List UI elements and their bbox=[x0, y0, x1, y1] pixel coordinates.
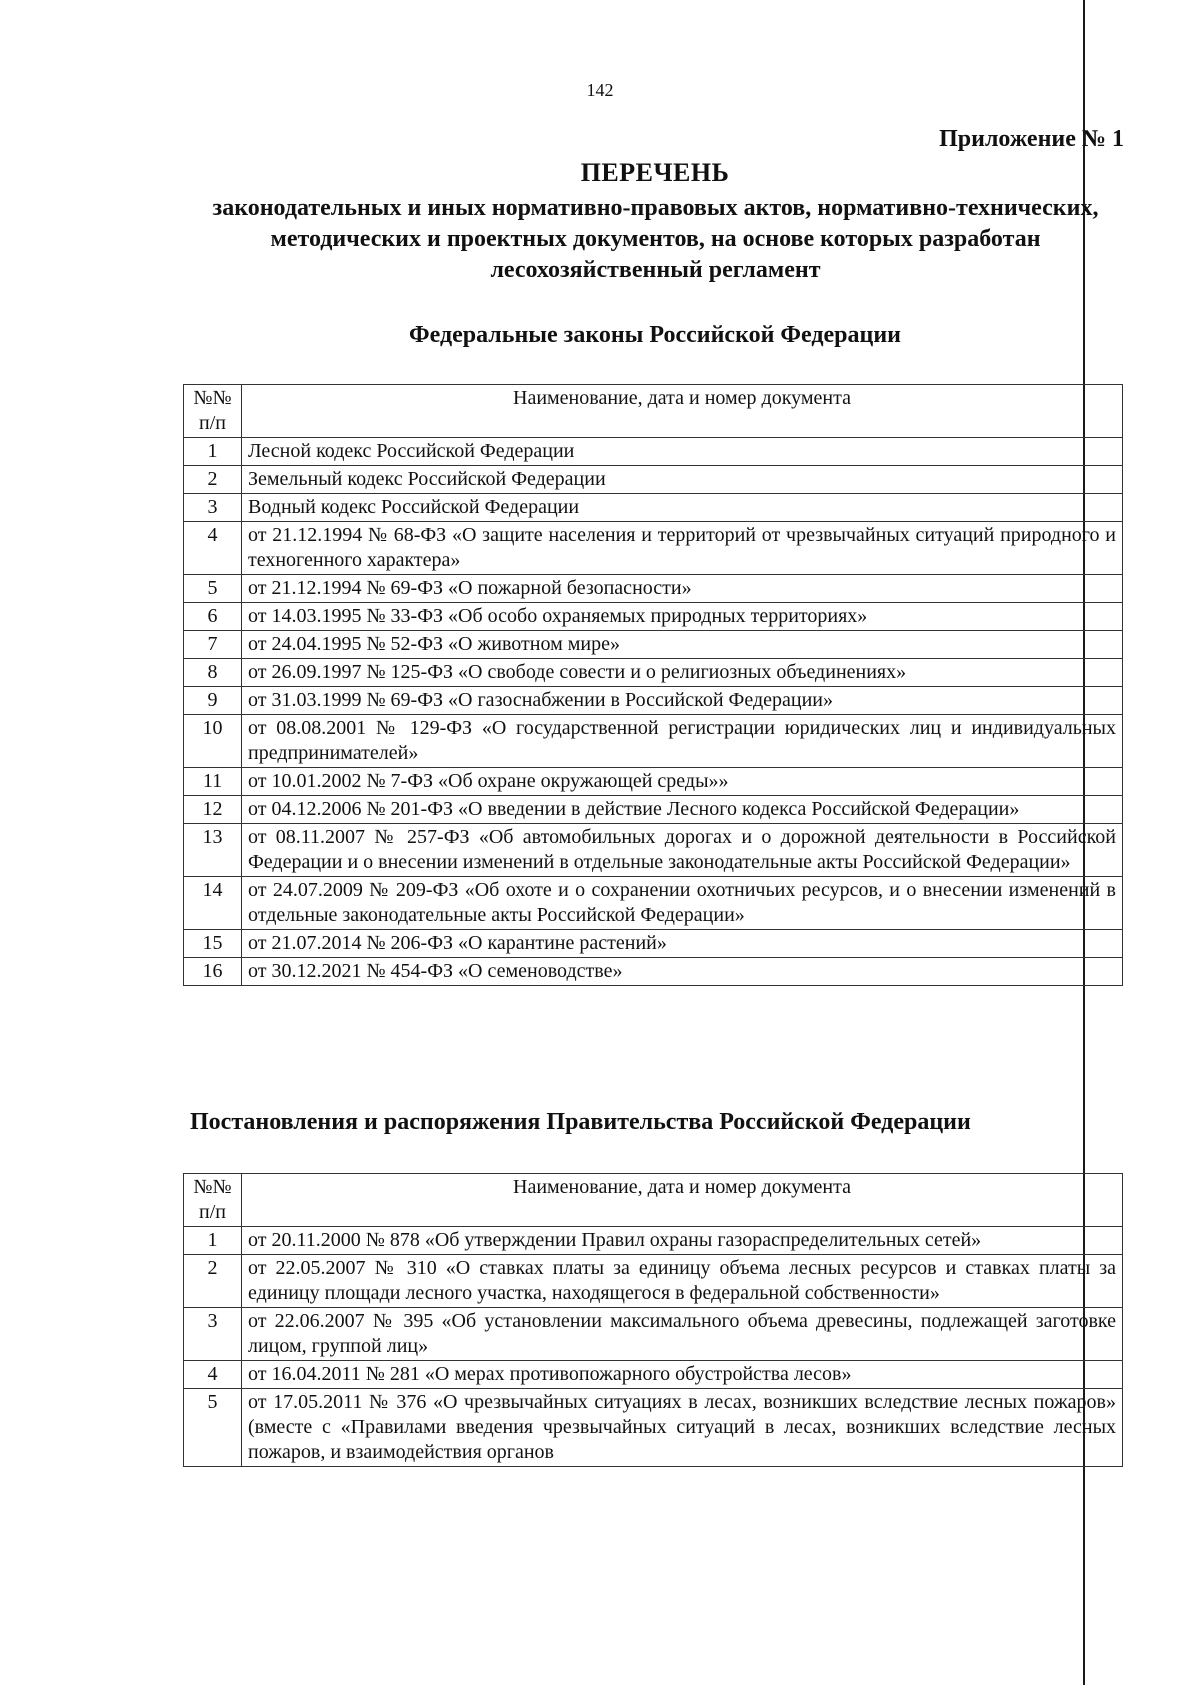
row-number: 5 bbox=[184, 575, 242, 603]
row-number: 2 bbox=[184, 466, 242, 494]
row-number: 1 bbox=[184, 438, 242, 466]
document-name: от 08.11.2007 № 257-ФЗ «Об автомобильных дорогах и о дорожной деятельности в Российской Федерации и о внесении изменений в отдельные законодательные акты Российской Федерации» bbox=[242, 824, 1123, 877]
row-number: 16 bbox=[184, 958, 242, 986]
appendix-label: Приложение № 1 bbox=[939, 126, 1124, 152]
row-number: 13 bbox=[184, 824, 242, 877]
table-row bbox=[184, 715, 1123, 768]
document-name: от 10.01.2002 № 7-ФЗ «Об охране окружающей среды»» bbox=[242, 768, 1123, 796]
row-number: 7 bbox=[184, 631, 242, 659]
column-header-name: Наименование, дата и номер документа bbox=[242, 1174, 1123, 1227]
document-name: от 21.12.1994 № 69-ФЗ «О пожарной безопасности» bbox=[242, 575, 1123, 603]
document-name: от 16.04.2011 № 281 «О мерах противопожарного обустройства лесов» bbox=[242, 1361, 1123, 1389]
document-name: от 04.12.2006 № 201-ФЗ «О введении в действие Лесного кодекса Российской Федерации» bbox=[242, 796, 1123, 824]
row-number: 1 bbox=[184, 1227, 242, 1255]
section-heading-government-decrees: Постановления и распоряжения Правительства Российской Федерации bbox=[190, 1109, 971, 1135]
document-name: от 08.08.2001 № 129-ФЗ «О государственной регистрации юридических лиц и индивидуальных предпринимателей» bbox=[242, 715, 1123, 768]
table-row bbox=[184, 466, 1123, 494]
table-row bbox=[184, 1361, 1123, 1389]
section-heading-federal-laws: Федеральные законы Российской Федерации bbox=[409, 322, 901, 348]
table-header-row bbox=[184, 1174, 1123, 1227]
table-row bbox=[184, 877, 1123, 930]
document-name: Водный кодекс Российской Федерации bbox=[242, 494, 1123, 522]
document-name: от 21.07.2014 № 206-ФЗ «О карантине растений» bbox=[242, 930, 1123, 958]
document-name: от 14.03.1995 № 33-ФЗ «Об особо охраняемых природных территориях» bbox=[242, 603, 1123, 631]
row-number: 3 bbox=[184, 494, 242, 522]
document-name: от 30.12.2021 № 454-ФЗ «О семеноводстве» bbox=[242, 958, 1123, 986]
page-number: 142 bbox=[586, 80, 614, 100]
row-number: 3 bbox=[184, 1308, 242, 1361]
table-row bbox=[184, 522, 1123, 575]
table-row bbox=[184, 824, 1123, 877]
table-row bbox=[184, 687, 1123, 715]
row-number: 8 bbox=[184, 659, 242, 687]
document-name: от 24.07.2009 № 209-ФЗ «Об охоте и о сохранении охотничьих ресурсов, и о внесении изменений в отдельные законодательные акты Российской Федерации» bbox=[242, 877, 1123, 930]
column-header-name: Наименование, дата и номер документа bbox=[242, 385, 1123, 438]
table-row bbox=[184, 768, 1123, 796]
table-row bbox=[184, 438, 1123, 466]
table-row bbox=[184, 1227, 1123, 1255]
table-row bbox=[184, 603, 1123, 631]
row-number: 11 bbox=[184, 768, 242, 796]
table-row bbox=[184, 631, 1123, 659]
table-row bbox=[184, 1308, 1123, 1361]
row-number: 4 bbox=[184, 1361, 242, 1389]
table-row bbox=[184, 659, 1123, 687]
column-header-number: №№ п/п bbox=[184, 385, 242, 438]
page-subtitle: законодательных и иных нормативно-правовых актов, нормативно-технических, методических и проектных документов, на основе которых разработан лесохозяйственный регламент bbox=[212, 195, 1099, 283]
document-name: от 22.05.2007 № 310 «О ставках платы за единицу объема лесных ресурсов и ставках платы за единицу площади лесного участка, находящегося в федеральной собственности» bbox=[242, 1255, 1123, 1308]
table-row bbox=[184, 1255, 1123, 1308]
document-name: от 31.03.1999 № 69-ФЗ «О газоснабжении в Российской Федерации» bbox=[242, 687, 1123, 715]
row-number: 5 bbox=[184, 1389, 242, 1467]
table-row bbox=[184, 930, 1123, 958]
row-number: 9 bbox=[184, 687, 242, 715]
table-header-row bbox=[184, 385, 1123, 438]
row-number: 6 bbox=[184, 603, 242, 631]
table-row bbox=[184, 796, 1123, 824]
row-number: 14 bbox=[184, 877, 242, 930]
document-name: от 21.12.1994 № 68-ФЗ «О защите населения и территорий от чрезвычайных ситуаций природного и техногенного характера» bbox=[242, 522, 1123, 575]
row-number: 10 bbox=[184, 715, 242, 768]
document-name: Лесной кодекс Российской Федерации bbox=[242, 438, 1123, 466]
document-name: от 20.11.2000 № 878 «Об утверждении Правил охраны газораспределительных сетей» bbox=[242, 1227, 1123, 1255]
document-name: Земельный кодекс Российской Федерации bbox=[242, 466, 1123, 494]
row-number: 12 bbox=[184, 796, 242, 824]
row-number: 4 bbox=[184, 522, 242, 575]
document-name: от 22.06.2007 № 395 «Об установлении максимального объема древесины, подлежащей заготовке лицом, группой лиц» bbox=[242, 1308, 1123, 1361]
document-name: от 26.09.1997 № 125-ФЗ «О свободе совести и о религиозных объединениях» bbox=[242, 659, 1123, 687]
table-row bbox=[184, 575, 1123, 603]
column-header-number: №№ п/п bbox=[184, 1174, 242, 1227]
page-title: ПЕРЕЧЕНЬ bbox=[580, 158, 730, 187]
table-row bbox=[184, 494, 1123, 522]
row-number: 2 bbox=[184, 1255, 242, 1308]
document-name: от 17.05.2011 № 376 «О чрезвычайных ситуациях в лесах, возникших вследствие лесных пожаров» (вместе с «Правилами введения чрезвычайных ситуаций в лесах, возникших вследствие лесных пожаров, и взаимодействия органов bbox=[242, 1389, 1123, 1467]
document-name: от 24.04.1995 № 52-ФЗ «О животном мире» bbox=[242, 631, 1123, 659]
table-row bbox=[184, 958, 1123, 986]
federal-laws-table bbox=[183, 384, 1123, 986]
table-row bbox=[184, 1389, 1123, 1467]
government-decrees-table bbox=[183, 1173, 1123, 1467]
row-number: 15 bbox=[184, 930, 242, 958]
